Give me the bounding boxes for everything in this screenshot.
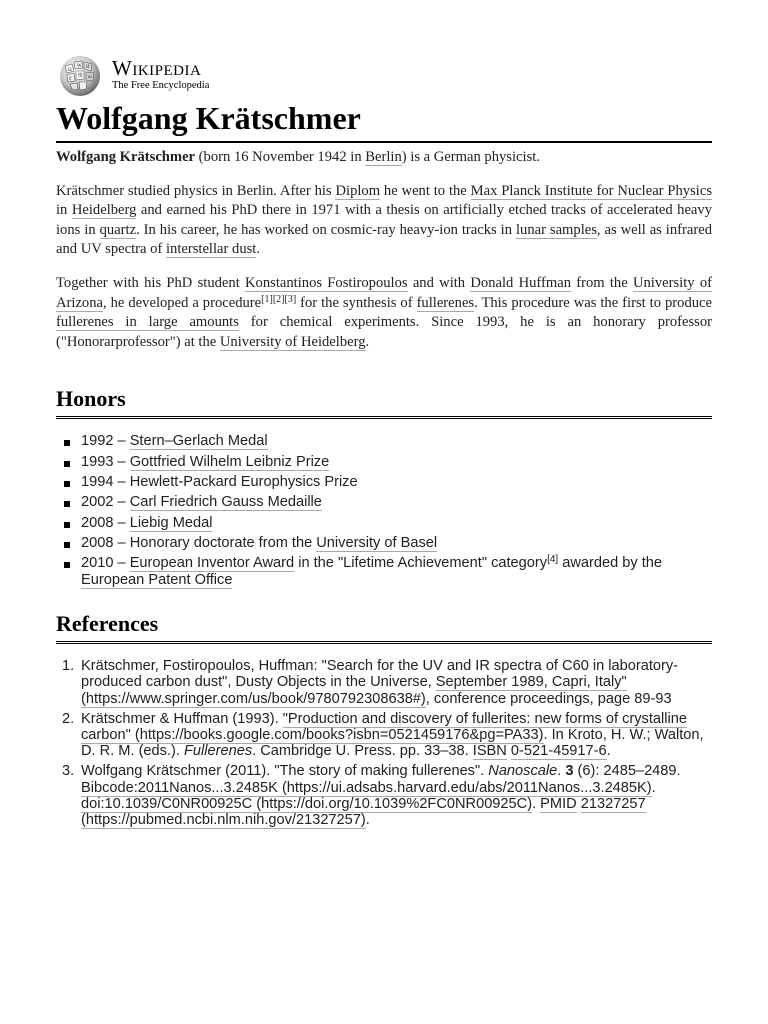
text: 3 bbox=[565, 763, 574, 780]
text: 1992 – bbox=[81, 433, 130, 450]
text: 2010 – bbox=[81, 555, 130, 572]
text: . bbox=[557, 763, 566, 780]
text: 1993 – bbox=[81, 453, 130, 470]
link-fullerenes[interactable]: fullerenes bbox=[416, 294, 475, 311]
text: . bbox=[256, 241, 261, 258]
text: and with bbox=[407, 274, 471, 291]
svg-text:W: W bbox=[77, 64, 82, 69]
link-lunar-samples[interactable]: lunar samples bbox=[515, 221, 597, 238]
section-heading-honors: Honors bbox=[56, 386, 712, 419]
text: 2008 – Honorary doctorate from the bbox=[81, 534, 317, 551]
link-max-planck-institute[interactable]: Max Planck Institute for Nuclear Physics bbox=[470, 182, 712, 199]
link-pubmed[interactable]: 21327257 (https://pubmed.ncbi.nlm.nih.gov/21327257) bbox=[81, 795, 646, 828]
link-heidelberg[interactable]: Heidelberg bbox=[71, 202, 137, 219]
lead-paragraph bbox=[56, 148, 712, 168]
link-interstellar-dust[interactable]: interstellar dust bbox=[165, 241, 257, 258]
wordmark-tagline: The Free Encyclopedia bbox=[112, 80, 210, 92]
text: 2008 – bbox=[81, 514, 130, 531]
text: , conference proceedings, page 89-93 bbox=[425, 690, 672, 707]
text: Krätschmer & Huffman (1993). bbox=[81, 710, 283, 727]
link-leibniz-prize[interactable]: Gottfried Wilhelm Leibniz Prize bbox=[129, 453, 330, 470]
text: awarded by the bbox=[558, 555, 663, 572]
link-donald-huffman[interactable]: Donald Huffman bbox=[470, 274, 571, 291]
list-item bbox=[56, 535, 712, 552]
list-item bbox=[56, 433, 712, 450]
text: 1994 – Hewlett-Packard Europhysics Prize bbox=[81, 473, 358, 490]
list-item bbox=[56, 494, 712, 511]
link-isbn[interactable]: ISBN bbox=[472, 743, 507, 760]
section-heading-references: References bbox=[56, 611, 712, 644]
career-paragraph bbox=[56, 182, 712, 260]
reference-number: 2. bbox=[62, 710, 75, 727]
link-konstantinos-fostiropoulos[interactable]: Konstantinos Fostiropoulos bbox=[245, 274, 408, 291]
link-liebig-medal[interactable]: Liebig Medal bbox=[129, 514, 213, 531]
text: for the synthesis of bbox=[296, 294, 417, 311]
link-isbn-number[interactable]: 0-521-45917-6 bbox=[510, 743, 607, 760]
text: . bbox=[365, 811, 370, 828]
wikipedia-globe-icon bbox=[56, 52, 106, 98]
citation-3[interactable]: [3] bbox=[284, 293, 297, 305]
list-item bbox=[56, 555, 712, 589]
citation-1[interactable]: [1] bbox=[261, 293, 273, 305]
link-berlin[interactable]: Berlin bbox=[365, 149, 402, 165]
page-title: Wolfgang Krätschmer bbox=[56, 98, 712, 143]
list-item bbox=[56, 474, 712, 491]
text: (born 16 November 1942 in bbox=[195, 149, 366, 165]
text: and earned his PhD there in 1971 with a thesis on artificially etched tracks of accelerated heavy ions in bbox=[56, 202, 712, 238]
text: . In his career, he has worked on cosmic-ray heavy-ion tracks in bbox=[136, 221, 516, 238]
link-stern-gerlach-medal[interactable]: Stern–Gerlach Medal bbox=[129, 433, 268, 450]
text: . bbox=[365, 333, 370, 350]
text: for chemical experiments. Since 1993, he is an honorary professor ("Honorarprofessor") at the bbox=[56, 314, 713, 350]
link-fullerenes-large-amounts[interactable]: fullerenes in large amounts bbox=[56, 314, 239, 331]
svg-text:ع: ع bbox=[69, 76, 72, 81]
text: . This procedure was the first to produce bbox=[474, 294, 712, 311]
link-bibcode[interactable]: Bibcode:2011Nanos...3.2485K (https://ui.adsabs.harvard.edu/abs/2011Nanos...3.2485K) bbox=[81, 779, 652, 796]
article-page bbox=[56, 52, 712, 832]
text: (6): 2485–2489. bbox=[573, 763, 681, 780]
svg-text:И: И bbox=[86, 65, 90, 70]
reference-item bbox=[56, 658, 712, 707]
link-university-of-basel[interactable]: University of Basel bbox=[316, 534, 438, 551]
text: 2002 – bbox=[81, 494, 130, 511]
wordmark bbox=[112, 58, 209, 92]
text: . bbox=[606, 743, 611, 760]
citation-2[interactable]: [2] bbox=[272, 293, 285, 305]
citation-4[interactable]: [4] bbox=[547, 554, 559, 566]
text: . In Kroto, H. W.; Walton, D. R. M. (eds.). bbox=[81, 726, 704, 760]
svg-text:Ω: Ω bbox=[68, 68, 72, 73]
link-university-of-heidelberg[interactable]: University of Heidelberg bbox=[219, 333, 366, 350]
text: from the bbox=[571, 274, 633, 291]
text: Wolfgang Krätschmer (2011). "The story of making fullerenes". bbox=[81, 763, 489, 780]
link-european-inventor-award[interactable]: European Inventor Award bbox=[129, 555, 295, 572]
list-item bbox=[56, 454, 712, 471]
honors-list bbox=[56, 433, 712, 589]
link-google-books[interactable]: "Production and discovery of fullerites: new forms of crystalline carbon" (https://books.google.com/books?isbn=0521459176&pg=PA33) bbox=[81, 710, 687, 743]
text: he went to the bbox=[380, 182, 471, 199]
list-item bbox=[56, 515, 712, 532]
link-gauss-medaille[interactable]: Carl Friedrich Gauss Medaille bbox=[129, 494, 322, 511]
text: . Cambridge U. Press. pp. 33–38. bbox=[252, 743, 473, 760]
wordmark-title: Wikipedia bbox=[112, 56, 202, 81]
svg-text:ш: ш bbox=[88, 75, 92, 80]
svg-text:维: 维 bbox=[78, 74, 84, 79]
text: ) is a German physicist. bbox=[401, 149, 540, 165]
wikipedia-brand[interactable] bbox=[56, 52, 712, 98]
link-doi[interactable]: doi:10.1039/C0NR00925C (https://doi.org/10.1039%2FC0NR00925C) bbox=[81, 795, 533, 812]
text: . bbox=[651, 779, 656, 796]
text: in the "Lifetime Achievement" category bbox=[294, 555, 548, 572]
text: Krätschmer, Fostiropoulos, Huffman: "Search for the UV and IR spectra of C60 in laboratory-produced carbon dust", Dusty Objects in the Universe, bbox=[81, 658, 679, 691]
text: Together with his PhD student bbox=[56, 274, 246, 291]
text: in bbox=[56, 202, 72, 219]
text: Krätschmer studied physics in Berlin. After his bbox=[56, 182, 336, 199]
text: Nanoscale bbox=[488, 763, 558, 780]
link-springer-book[interactable]: September 1989, Capri, Italy" (https://www.springer.com/us/book/9780792308638#) bbox=[81, 674, 627, 707]
text: , as well as infrared and UV spectra of bbox=[56, 221, 712, 258]
reference-item bbox=[56, 711, 712, 760]
link-pmid[interactable]: PMID bbox=[540, 795, 577, 812]
link-university-of-arizona[interactable]: University of Arizona bbox=[56, 274, 712, 311]
reference-number: 1. bbox=[62, 658, 75, 675]
link-quartz[interactable]: quartz bbox=[99, 221, 137, 238]
text: Fullerenes bbox=[183, 743, 253, 760]
reference-item bbox=[56, 763, 712, 828]
link-diplom[interactable]: Diplom bbox=[335, 182, 381, 199]
lead-bold-name: Wolfgang Krätschmer bbox=[56, 149, 196, 165]
text: , he developed a procedure bbox=[103, 294, 262, 311]
text: . bbox=[532, 795, 541, 812]
link-european-patent-office[interactable]: European Patent Office bbox=[81, 572, 233, 589]
references-list bbox=[56, 658, 712, 828]
reference-number: 3. bbox=[62, 763, 75, 780]
fullerenes-paragraph bbox=[56, 274, 712, 352]
